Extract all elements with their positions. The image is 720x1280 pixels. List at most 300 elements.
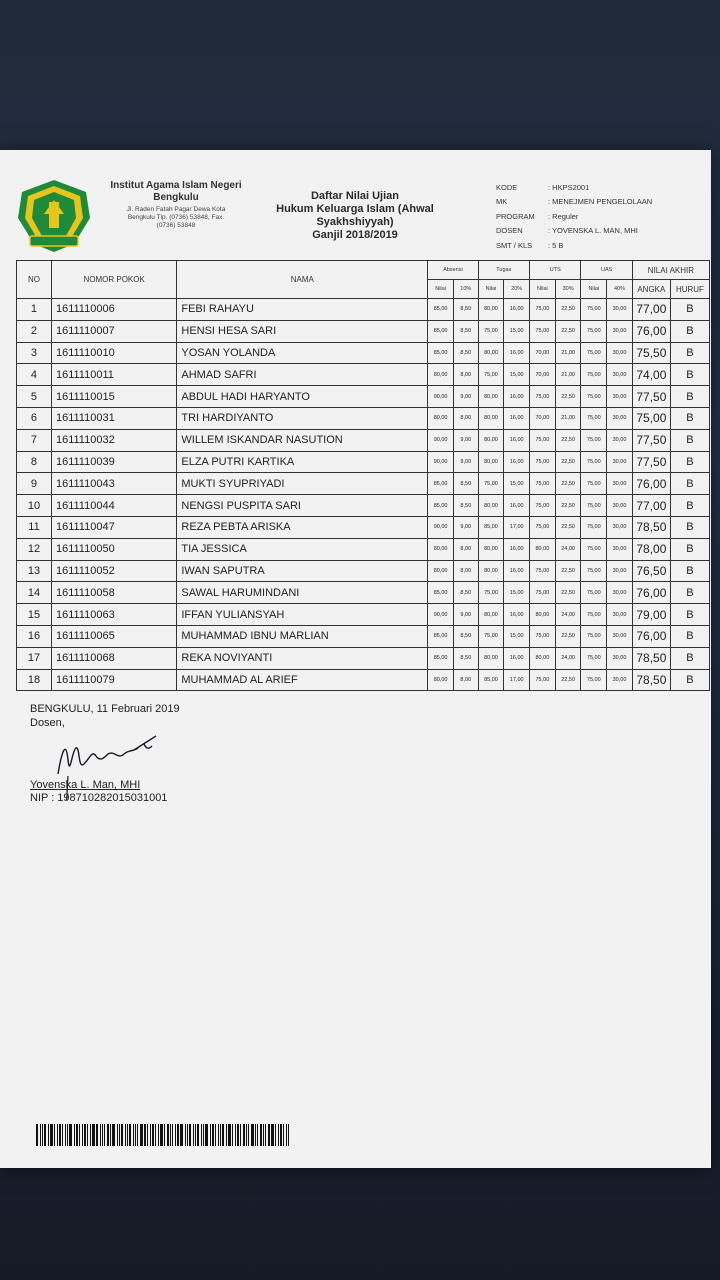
header-percent: 20% <box>504 280 530 299</box>
cell-angka: 76,00 <box>632 625 670 647</box>
cell-uas-p: 30,00 <box>607 560 633 582</box>
cell-no: 9 <box>17 473 52 495</box>
cell-abs-n: 85,00 <box>428 647 454 669</box>
cell-uts-n: 75,00 <box>530 429 556 451</box>
barcode-bar <box>129 1124 131 1146</box>
cell-no: 4 <box>17 364 52 386</box>
place-date: BENGKULU, 11 Februari 2019 <box>30 703 180 715</box>
cell-huruf: B <box>670 538 709 560</box>
barcode-bar <box>50 1124 53 1146</box>
cell-tug-p: 17,00 <box>504 516 530 538</box>
barcode-bar <box>127 1124 128 1146</box>
meta-key: DOSEN <box>496 226 523 236</box>
cell-uas-n: 75,00 <box>581 429 607 451</box>
barcode-bar <box>195 1124 196 1146</box>
barcode-bar <box>158 1124 159 1146</box>
cell-angka: 77,50 <box>632 386 670 408</box>
cell-tug-n: 80,00 <box>478 407 504 429</box>
cell-uts-p: 22,50 <box>555 495 581 517</box>
meta-key: MK <box>496 197 508 207</box>
cell-no: 7 <box>17 429 52 451</box>
cell-abs-p: 8,00 <box>453 364 478 386</box>
barcode-bar <box>96 1124 98 1146</box>
cell-abs-n: 90,00 <box>428 451 454 473</box>
barcode-bar <box>237 1124 239 1146</box>
table-row <box>17 516 710 538</box>
cell-tug-n: 80,00 <box>478 538 504 560</box>
cell-angka: 76,00 <box>632 473 670 495</box>
table-row <box>17 299 710 321</box>
cell-uts-n: 80,00 <box>530 538 556 560</box>
institution-address <box>96 206 256 230</box>
cell-uts-p: 21,00 <box>555 407 581 429</box>
cell-no: 3 <box>17 342 52 364</box>
cell-nim: 1611110006 <box>51 299 176 321</box>
cell-nim: 1611110050 <box>51 538 176 560</box>
barcode-bar <box>84 1124 86 1146</box>
cell-uts-p: 22,50 <box>555 429 581 451</box>
barcode-bar <box>155 1124 156 1146</box>
barcode-bar <box>268 1124 270 1146</box>
barcode-bar <box>40 1124 41 1146</box>
barcode-bar <box>54 1124 55 1146</box>
institution-name: Institut Agama Islam Negeri <box>110 180 242 191</box>
meta-key: KODE <box>496 182 518 192</box>
barcode-bar <box>280 1124 282 1146</box>
cell-uas-p: 30,00 <box>607 538 633 560</box>
cell-nama: IWAN SAPUTRA <box>177 560 428 582</box>
cell-tug-p: 16,00 <box>504 495 530 517</box>
barcode-bar <box>167 1124 169 1146</box>
barcode-bar <box>36 1124 38 1146</box>
cell-tug-n: 75,00 <box>478 582 504 604</box>
header-percent: 40% <box>607 280 633 299</box>
header-percent: 30% <box>555 280 581 299</box>
cell-abs-n: 85,00 <box>428 625 454 647</box>
cell-huruf: B <box>670 320 709 342</box>
cell-nim: 1611110039 <box>51 451 176 473</box>
cell-abs-p: 9,00 <box>453 516 478 538</box>
header-nomor-pokok: NOMOR POKOK <box>51 261 176 299</box>
cell-huruf: B <box>670 473 709 495</box>
header-nama: NAMA <box>177 261 428 299</box>
cell-uas-n: 75,00 <box>581 342 607 364</box>
barcode-bar <box>62 1124 63 1146</box>
cell-nama: REKA NOVIYANTI <box>177 647 428 669</box>
cell-nim: 1611110044 <box>51 495 176 517</box>
cell-nama: ABDUL HADI HARYANTO <box>177 386 428 408</box>
cell-tug-n: 80,00 <box>478 560 504 582</box>
cell-tug-n: 75,00 <box>478 364 504 386</box>
header-percent: 10% <box>453 280 478 299</box>
barcode-bar <box>48 1124 49 1146</box>
cell-uas-n: 75,00 <box>581 669 607 691</box>
cell-no: 12 <box>17 538 52 560</box>
table-row <box>17 429 710 451</box>
barcode-bar <box>215 1124 216 1146</box>
cell-angka: 77,50 <box>632 429 670 451</box>
title-line: Ganjil 2018/2019 <box>312 229 398 241</box>
cell-nama: TIA JESSICA <box>177 538 428 560</box>
cell-abs-p: 8,00 <box>453 669 478 691</box>
cell-angka: 76,00 <box>632 320 670 342</box>
cell-angka: 75,50 <box>632 342 670 364</box>
cell-uts-n: 75,00 <box>530 299 556 321</box>
cell-uas-p: 30,00 <box>607 299 633 321</box>
cell-tug-p: 15,00 <box>504 364 530 386</box>
cell-huruf: B <box>670 669 709 691</box>
cell-nim: 1611110063 <box>51 604 176 626</box>
cell-tug-n: 80,00 <box>478 495 504 517</box>
meta-value: : YOVENSKA L. MAN, MHI <box>548 226 638 236</box>
cell-nim: 1611110015 <box>51 386 176 408</box>
iain-bengkulu-logo <box>16 178 92 254</box>
barcode-bar <box>42 1124 43 1146</box>
cell-uts-n: 70,00 <box>530 364 556 386</box>
institution-block <box>96 180 256 230</box>
cell-tug-p: 16,00 <box>504 451 530 473</box>
cell-uas-p: 30,00 <box>607 364 633 386</box>
barcode-bar <box>278 1124 279 1146</box>
cell-angka: 77,50 <box>632 451 670 473</box>
cell-angka: 78,50 <box>632 669 670 691</box>
cell-tug-p: 16,00 <box>504 560 530 582</box>
cell-uas-p: 30,00 <box>607 582 633 604</box>
cell-abs-p: 8,50 <box>453 473 478 495</box>
cell-uas-p: 30,00 <box>607 386 633 408</box>
cell-nim: 1611110031 <box>51 407 176 429</box>
header-nilai: Nilai <box>530 280 556 299</box>
table-row <box>17 342 710 364</box>
cell-abs-n: 85,00 <box>428 299 454 321</box>
cell-uas-n: 75,00 <box>581 625 607 647</box>
barcode-bar <box>69 1124 72 1146</box>
barcode-bar <box>201 1124 202 1146</box>
cell-abs-p: 9,00 <box>453 451 478 473</box>
cell-uts-p: 24,00 <box>555 538 581 560</box>
cell-angka: 74,00 <box>632 364 670 386</box>
cell-tug-n: 80,00 <box>478 299 504 321</box>
table-row <box>17 320 710 342</box>
table-row <box>17 538 710 560</box>
cell-uts-p: 22,50 <box>555 320 581 342</box>
barcode-bar <box>150 1124 151 1146</box>
cell-uas-n: 75,00 <box>581 516 607 538</box>
cell-huruf: B <box>670 495 709 517</box>
cell-nama: ELZA PUTRI KARTIKA <box>177 451 428 473</box>
cell-uts-p: 22,50 <box>555 386 581 408</box>
barcode-bar <box>44 1124 46 1146</box>
cell-uas-p: 30,00 <box>607 407 633 429</box>
cell-tug-p: 16,00 <box>504 647 530 669</box>
barcode-bar <box>251 1124 254 1146</box>
cell-abs-p: 9,00 <box>453 429 478 451</box>
barcode-bar <box>286 1124 287 1146</box>
barcode-bar <box>87 1124 88 1146</box>
header-uas: UAS <box>581 261 632 280</box>
table-row <box>17 386 710 408</box>
barcode-bar <box>288 1124 289 1146</box>
cell-abs-n: 80,00 <box>428 669 454 691</box>
cell-uts-n: 70,00 <box>530 407 556 429</box>
barcode-bar <box>121 1124 123 1146</box>
cell-nama: NENGSI PUSPITA SARI <box>177 495 428 517</box>
cell-tug-p: 15,00 <box>504 582 530 604</box>
cell-nama: TRI HARDIYANTO <box>177 407 428 429</box>
cell-nama: IFFAN YULIANSYAH <box>177 604 428 626</box>
meta-row <box>496 209 652 224</box>
header-nilai-akhir: NILAI AKHIR <box>632 261 709 280</box>
barcode-bar <box>112 1124 115 1146</box>
table-row <box>17 604 710 626</box>
cell-uts-n: 75,00 <box>530 582 556 604</box>
cell-no: 6 <box>17 407 52 429</box>
cell-tug-p: 16,00 <box>504 299 530 321</box>
cell-no: 5 <box>17 386 52 408</box>
cell-angka: 77,00 <box>632 495 670 517</box>
cell-nim: 1611110007 <box>51 320 176 342</box>
cell-nim: 1611110058 <box>51 582 176 604</box>
cell-abs-p: 8,00 <box>453 560 478 582</box>
cell-nim: 1611110011 <box>51 364 176 386</box>
header-nilai: Nilai <box>428 280 454 299</box>
barcode-bar <box>90 1124 91 1146</box>
header-absensi: Absensi <box>428 261 478 280</box>
cell-uas-n: 75,00 <box>581 386 607 408</box>
cell-no: 16 <box>17 625 52 647</box>
cell-uas-p: 30,00 <box>607 320 633 342</box>
cell-tug-n: 85,00 <box>478 516 504 538</box>
barcode-bar <box>170 1124 171 1146</box>
meta-key: PROGRAM <box>496 211 535 221</box>
cell-tug-p: 16,00 <box>504 429 530 451</box>
cell-uts-p: 22,50 <box>555 625 581 647</box>
cell-uas-p: 30,00 <box>607 473 633 495</box>
cell-uts-p: 22,50 <box>555 560 581 582</box>
header-uts: UTS <box>530 261 581 280</box>
signer-name: Yovenska L. Man, MHI <box>30 779 141 791</box>
cell-abs-n: 90,00 <box>428 604 454 626</box>
cell-no: 10 <box>17 495 52 517</box>
cell-angka: 78,50 <box>632 516 670 538</box>
cell-abs-p: 8,50 <box>453 625 478 647</box>
cell-abs-n: 80,00 <box>428 364 454 386</box>
cell-tug-n: 75,00 <box>478 320 504 342</box>
cell-abs-n: 80,00 <box>428 538 454 560</box>
grades-table <box>16 260 710 691</box>
cell-abs-n: 85,00 <box>428 342 454 364</box>
cell-uts-n: 75,00 <box>530 451 556 473</box>
cell-tug-p: 16,00 <box>504 538 530 560</box>
cell-tug-n: 80,00 <box>478 342 504 364</box>
cell-uts-n: 75,00 <box>530 516 556 538</box>
cell-nim: 1611110010 <box>51 342 176 364</box>
cell-uas-n: 75,00 <box>581 647 607 669</box>
barcode-bar <box>82 1124 83 1146</box>
barcode-bar <box>172 1124 173 1146</box>
barcode-bar <box>177 1124 179 1146</box>
cell-angka: 76,50 <box>632 560 670 582</box>
cell-uts-p: 21,00 <box>555 364 581 386</box>
barcode-bar <box>255 1124 256 1146</box>
cell-nim: 1611110043 <box>51 473 176 495</box>
barcode-bar <box>260 1124 262 1146</box>
cell-abs-n: 85,00 <box>428 495 454 517</box>
barcode-bar <box>212 1124 214 1146</box>
cell-no: 13 <box>17 560 52 582</box>
barcode-bar <box>189 1124 191 1146</box>
cell-uas-n: 75,00 <box>581 407 607 429</box>
cell-uas-p: 30,00 <box>607 647 633 669</box>
cell-nama: SAWAL HARUMINDANI <box>177 582 428 604</box>
cell-abs-n: 90,00 <box>428 386 454 408</box>
table-row <box>17 407 710 429</box>
meta-value: : Reguler <box>548 211 579 221</box>
cell-uts-n: 75,00 <box>530 669 556 691</box>
cell-angka: 77,00 <box>632 299 670 321</box>
cell-uts-n: 75,00 <box>530 473 556 495</box>
signer-block <box>30 778 167 804</box>
barcode-bar <box>104 1124 105 1146</box>
cell-nama: YOSAN YOLANDA <box>177 342 428 364</box>
document-title <box>270 190 440 242</box>
header-huruf: HURUF <box>670 280 709 299</box>
cell-uts-n: 75,00 <box>530 386 556 408</box>
barcode-bar <box>210 1124 211 1146</box>
cell-no: 1 <box>17 299 52 321</box>
cell-nama: WILLEM ISKANDAR NASUTION <box>177 429 428 451</box>
barcode-bar <box>133 1124 134 1146</box>
cell-abs-p: 9,00 <box>453 386 478 408</box>
barcode-bar <box>57 1124 58 1146</box>
cell-huruf: B <box>670 516 709 538</box>
cell-uas-p: 30,00 <box>607 495 633 517</box>
meta-row <box>496 195 652 210</box>
barcode-bar <box>218 1124 219 1146</box>
meta-value: : HKPS2001 <box>548 182 590 192</box>
cell-abs-n: 80,00 <box>428 407 454 429</box>
cell-uas-p: 30,00 <box>607 604 633 626</box>
cell-uas-p: 30,00 <box>607 625 633 647</box>
cell-nim: 1611110068 <box>51 647 176 669</box>
cell-uas-n: 75,00 <box>581 451 607 473</box>
barcode-bar <box>263 1124 264 1146</box>
signature-block <box>30 702 180 730</box>
barcode-bar <box>76 1124 78 1146</box>
cell-tug-n: 80,00 <box>478 429 504 451</box>
cell-abs-p: 8,00 <box>453 407 478 429</box>
cell-tug-p: 15,00 <box>504 320 530 342</box>
barcode-bar <box>135 1124 136 1146</box>
barcode-bar <box>271 1124 274 1146</box>
meta-value: : 5 B <box>548 240 564 250</box>
cell-no: 14 <box>17 582 52 604</box>
institution-city: Bengkulu <box>153 192 199 203</box>
cell-uts-p: 22,50 <box>555 582 581 604</box>
table-row <box>17 560 710 582</box>
cell-uts-p: 24,00 <box>555 647 581 669</box>
cell-uts-n: 70,00 <box>530 342 556 364</box>
cell-abs-p: 8,00 <box>453 538 478 560</box>
barcode-bar <box>257 1124 258 1146</box>
barcode-bar <box>152 1124 154 1146</box>
barcode-bar <box>197 1124 199 1146</box>
barcode-bar <box>140 1124 143 1146</box>
title-line: Daftar Nilai Ujian <box>310 190 400 202</box>
cell-uas-p: 30,00 <box>607 451 633 473</box>
cell-angka: 78,50 <box>632 647 670 669</box>
table-row <box>17 625 710 647</box>
address-line: Jl. Raden Fatah Pagar Dewa Kota <box>126 206 226 213</box>
barcode-bar <box>180 1124 183 1146</box>
barcode-bar <box>187 1124 188 1146</box>
cell-nim: 1611110079 <box>51 669 176 691</box>
cell-huruf: B <box>670 429 709 451</box>
barcode-bar <box>246 1124 247 1146</box>
barcode-bar <box>243 1124 245 1146</box>
cell-tug-p: 16,00 <box>504 342 530 364</box>
cell-angka: 75,00 <box>632 407 670 429</box>
cell-tug-n: 75,00 <box>478 625 504 647</box>
meta-row <box>496 224 652 239</box>
barcode-bar <box>125 1124 126 1146</box>
barcode-bar <box>100 1124 101 1146</box>
table-row <box>17 495 710 517</box>
cell-uts-p: 22,50 <box>555 516 581 538</box>
cell-uts-p: 22,50 <box>555 669 581 691</box>
header-tugas: Tugas <box>478 261 529 280</box>
cell-no: 17 <box>17 647 52 669</box>
cell-no: 2 <box>17 320 52 342</box>
cell-tug-n: 80,00 <box>478 647 504 669</box>
barcode-bar <box>220 1124 221 1146</box>
cell-tug-p: 16,00 <box>504 604 530 626</box>
barcode-bar <box>185 1124 186 1146</box>
cell-uas-p: 30,00 <box>607 669 633 691</box>
cell-huruf: B <box>670 299 709 321</box>
table-row <box>17 582 710 604</box>
cell-nim: 1611110052 <box>51 560 176 582</box>
cell-tug-p: 15,00 <box>504 473 530 495</box>
cell-nim: 1611110065 <box>51 625 176 647</box>
cell-uas-n: 75,00 <box>581 560 607 582</box>
barcode-bar <box>67 1124 68 1146</box>
table-row <box>17 669 710 691</box>
barcode-bar <box>117 1124 118 1146</box>
address-line: Bengkulu Tlp. (0736) 53848, Fax. <box>127 214 225 221</box>
cell-huruf: B <box>670 342 709 364</box>
cell-huruf: B <box>670 386 709 408</box>
cell-abs-p: 8,50 <box>453 582 478 604</box>
cell-huruf: B <box>670 451 709 473</box>
cell-no: 11 <box>17 516 52 538</box>
cell-huruf: B <box>670 364 709 386</box>
barcode-bar <box>164 1124 165 1146</box>
header-angka: ANGKA <box>632 280 670 299</box>
cell-uts-p: 22,50 <box>555 473 581 495</box>
barcode-bar <box>147 1124 148 1146</box>
cell-abs-n: 85,00 <box>428 582 454 604</box>
barcode-bar <box>275 1124 276 1146</box>
cell-uts-p: 21,00 <box>555 342 581 364</box>
cell-uts-n: 80,00 <box>530 604 556 626</box>
header-nilai: Nilai <box>581 280 607 299</box>
table-row <box>17 473 710 495</box>
cell-uas-n: 75,00 <box>581 538 607 560</box>
barcode-bar <box>203 1124 204 1146</box>
barcode-bar <box>59 1124 61 1146</box>
signer-nip: NIP : 198710282015031001 <box>30 792 168 804</box>
